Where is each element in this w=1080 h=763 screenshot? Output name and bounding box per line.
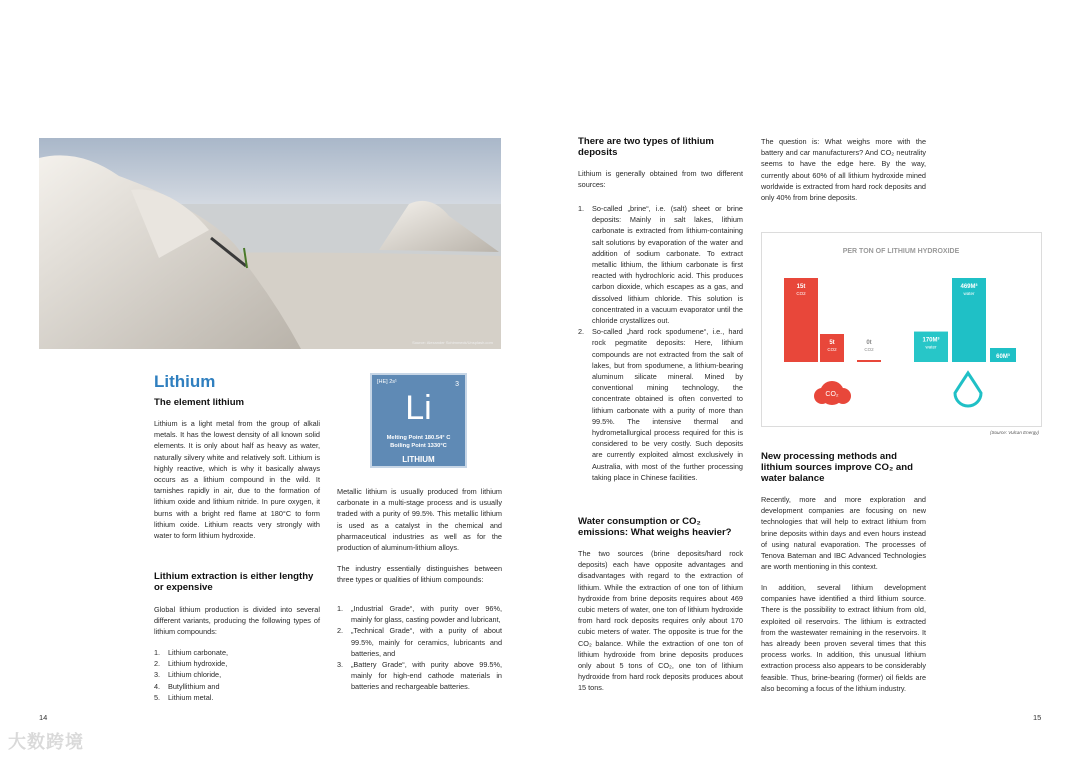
- element-name: LITHIUM: [402, 455, 435, 464]
- lithium-element-card: [370, 373, 467, 468]
- water-paragraph: The two sources (brine deposits/hard rock deposits) each have opposite advantages and disadvantages with regard to the extraction of lithium. While the extraction of one ton of lithium hydroxide from brine deposits requires about 469 cubic meters of water, one ton of lithium hydroxide from hard rock deposits requires only about 170 cubic meters of water. The opposite is true for the CO₂ balance. While the extraction of one ton of lithium hydroxide from brine deposits produces only about 5 tons of CO₂, one ton of lithium hydroxide from hard rock deposits produces about 15 tons.: [578, 549, 743, 693]
- sources-list: [578, 203, 743, 483]
- list-item: 1. „Industrial Grade“, with purity over 96%, mainly for glass, casting powder and lubricant,: [337, 604, 502, 625]
- element-paragraph: Lithium is a light metal from the group of alkali metals. It has the lowest density of all known solid elements. It is only about half as heavy as water, naturally silvery white and relatively soft. Lithium is highly reactive, which is why it basically always occurs as a lithium compound in the wild. It tarnishes rapidly in air, due to the formation of lithium oxide and lithium nitride. In pure oxygen, it burns with a bright red flame at 180°C to form lithium oxide. Lithium reacts very strongly with water to form lithium hydroxide.: [154, 419, 320, 541]
- salt-lake-photo: [39, 138, 501, 349]
- new-methods-paragraph-2: In addition, several lithium development companies have identified a third lithium source. There is the possibility to extract lithium from old, exploited oil reservoirs. The lithium is extracted from the wastewater remaining in the reservoirs. It has already been proven several times that this process works. In addition, this unusual lithium extraction process also appears to be considerably feasible. Thus, brine-bearing (former) oil fields are also becoming a focus of the lithium industry.: [761, 583, 926, 693]
- chart-title: PER TON OF LITHIUM HYDROXIDE: [842, 248, 960, 255]
- melting-point: Melting Point 180.54° C: [386, 435, 451, 441]
- bar-value-label: 15t: [796, 284, 806, 290]
- list-item: 3. „Battery Grade“, with purity above 99.5%, mainly for high-end cathode materials in batteries and rechargeable batteries.: [337, 660, 502, 692]
- list-item: 1. Lithium carbonate,: [154, 648, 229, 657]
- bar-unit-label: CO2: [864, 347, 874, 352]
- watermark: 大数跨境: [8, 732, 84, 752]
- page-number-right: 15: [1033, 713, 1042, 722]
- new-methods-paragraph-1: Recently, more and more exploration and development companies are focusing on new technologies that will help to extract lithium from brine deposits within days and even hours instead of using natural evaporation. The processes of Tenova Bateman and IBC Advanced Technologies are worth mentioning in this context.: [761, 495, 926, 572]
- deposits-intro: Lithium is generally obtained from two different sources:: [578, 169, 743, 190]
- chart-bar: [857, 360, 881, 362]
- boiling-point: Boiling Point 1330°C: [390, 443, 447, 449]
- water-heading: Water consumption or CO₂ emissions: What weighs heavier?: [578, 516, 732, 538]
- salt-lake-image: [39, 138, 501, 349]
- deposits-heading: There are two types of lithium deposits: [578, 136, 714, 158]
- page-title: Lithium: [154, 372, 216, 391]
- water-drop-icon: [955, 373, 981, 406]
- photo-credit: Source: Alexander Schimmeck/Unsplash.com: [412, 340, 493, 345]
- page-number-left: 14: [39, 713, 48, 722]
- bar-unit-label: water: [963, 291, 975, 296]
- extraction-heading: Lithium extraction is either lengthy or expensive: [154, 571, 314, 593]
- chart-svg: [762, 233, 1041, 426]
- list-item: 2. „Technical Grade“, with a purity of about 99.5%, mainly for ceramics, lubricants and batteries, and: [337, 626, 502, 658]
- bar-value-label: 469M³: [960, 284, 978, 290]
- bar-unit-label: CO2: [827, 347, 837, 352]
- list-item: 1. So-called „brine“, i.e. (salt) sheet or brine deposits: Mainly in salt lakes, lithium carbonate is extracted from lithium-containing salt solutions by evaporation of the water and addition of sodium carbonate. To extract metallic lithium, the lithium carbonate is first reacted with hydrochloric acid. This produces carbon dioxide, which escapes as a gas, and dissolved lithium chloride. This solution is concentrated in a vacuum evaporator until the chloride crystallizes out.: [578, 204, 743, 326]
- bar-unit-label: water: [925, 344, 937, 350]
- bar-value-label: 0t: [866, 340, 872, 346]
- extraction-paragraph: Global lithium production is divided into several different variants, producing the following types of lithium compounds:: [154, 605, 320, 637]
- chart-source: (Source: Vulcan Energy): [990, 430, 1039, 435]
- grades-intro: The industry essentially distinguishes between three types or qualities of lithium compounds:: [337, 564, 502, 585]
- bar-unit-label: CO2: [796, 291, 806, 296]
- element-symbol: Li: [405, 389, 432, 427]
- list-item: 2. So-called „hard rock spodumene“, i.e., hard rock pegmatite deposits: Here, lithium compounds are not extracted from the salt of lakes, but from spodumene, a lithium-bearing aluminum silicate mineral. Mined by conventional mining technology, the concentrate obtained is often converted to lithium carbonate with a purity of more than 99.5%. The intensive thermal and hydrometallurgical process required for this is considered to be very costly. Such deposits are currently exploited almost exclusively in Australia, with most of the further processing taking place in Chinese facilities.: [578, 327, 743, 482]
- bar-value-label: 5t: [829, 340, 835, 346]
- bar-unit-label: water: [997, 361, 1009, 366]
- bar-value-label: 60M³: [996, 354, 1010, 360]
- metal-paragraph: Metallic lithium is usually produced from lithium carbonate in a multi-stage process and is usually traded with a purity of 99.5%. This metallic lithium is used as a catalyst in the chemical and pharmaceutical industries as well as for the production of aluminum-lithium alloys.: [337, 487, 502, 553]
- list-item: 5. Lithium metal.: [154, 692, 214, 702]
- list-item: 2. Lithium hydroxide,: [154, 659, 228, 669]
- grades-list: [337, 603, 502, 693]
- element-heading: The element lithium: [154, 397, 245, 408]
- co2-icon-label: CO₂: [825, 391, 839, 398]
- new-methods-heading: New processing methods and lithium sources improve CO₂ and water balance: [761, 451, 913, 484]
- list-item: 3. Lithium chloride,: [154, 670, 222, 680]
- question-paragraph: The question is: What weighs more with the battery and car manufacturers? And CO₂ neutrality seems to have the edge here. By the way, currently about 60% of all lithium hydroxide mined worldwide is extracted from hard rock deposits and only 40% from brine deposits.: [761, 137, 926, 203]
- atomic-number: 3: [455, 381, 459, 388]
- bar-value-label: 170M³: [922, 337, 940, 344]
- compounds-list: [154, 647, 320, 703]
- lithium-hydroxide-chart: [761, 232, 1042, 427]
- list-item: 4. Butyllithium and: [154, 681, 220, 691]
- electron-config: [HE] 2s¹: [377, 379, 397, 385]
